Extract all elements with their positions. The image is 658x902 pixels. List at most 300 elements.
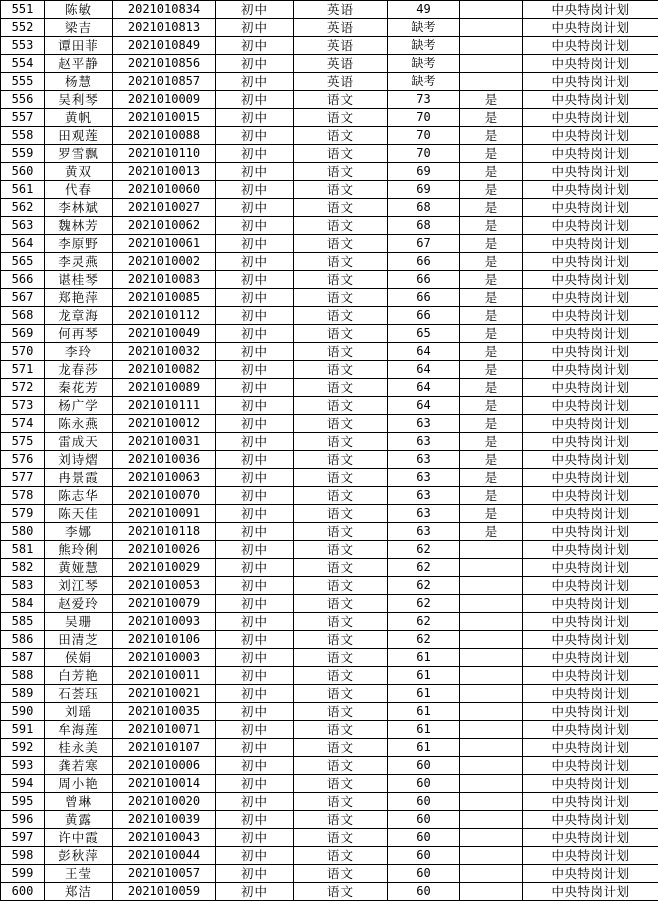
qualified-mark-cell: 是 — [460, 433, 523, 451]
score-cell: 缺考 — [388, 55, 460, 73]
school-level-cell: 初中 — [216, 1, 294, 19]
exam-id-cell: 2021010083 — [113, 271, 216, 289]
exam-id-cell: 2021010813 — [113, 19, 216, 37]
subject-cell: 英语 — [294, 19, 388, 37]
subject-cell: 语文 — [294, 271, 388, 289]
row-number-cell: 572 — [1, 379, 45, 397]
row-number-cell: 598 — [1, 847, 45, 865]
recruitment-plan-cell: 中央特岗计划 — [523, 325, 658, 343]
school-level-cell: 初中 — [216, 55, 294, 73]
subject-cell: 语文 — [294, 811, 388, 829]
qualified-mark-cell: 是 — [460, 145, 523, 163]
school-level-cell: 初中 — [216, 163, 294, 181]
qualified-mark-cell: 是 — [460, 271, 523, 289]
qualified-mark-cell: 是 — [460, 91, 523, 109]
table-body — [1, 1, 658, 901]
subject-cell: 语文 — [294, 361, 388, 379]
score-cell: 70 — [388, 145, 460, 163]
qualified-mark-cell — [460, 595, 523, 613]
recruitment-plan-cell: 中央特岗计划 — [523, 523, 658, 541]
candidate-name-cell: 刘江琴 — [45, 577, 113, 595]
school-level-cell: 初中 — [216, 775, 294, 793]
exam-id-cell: 2021010857 — [113, 73, 216, 91]
recruitment-plan-cell: 中央特岗计划 — [523, 685, 658, 703]
recruitment-plan-cell: 中央特岗计划 — [523, 721, 658, 739]
row-number-cell: 588 — [1, 667, 45, 685]
qualified-mark-cell: 是 — [460, 379, 523, 397]
recruitment-plan-cell: 中央特岗计划 — [523, 487, 658, 505]
table-row — [1, 811, 658, 829]
table-row — [1, 91, 658, 109]
table-row — [1, 649, 658, 667]
exam-id-cell: 2021010061 — [113, 235, 216, 253]
school-level-cell: 初中 — [216, 109, 294, 127]
table-row — [1, 343, 658, 361]
recruitment-plan-cell: 中央特岗计划 — [523, 811, 658, 829]
score-cell: 61 — [388, 649, 460, 667]
row-number-cell: 575 — [1, 433, 45, 451]
school-level-cell: 初中 — [216, 271, 294, 289]
score-cell: 60 — [388, 883, 460, 901]
candidate-name-cell: 陈志华 — [45, 487, 113, 505]
exam-id-cell: 2021010021 — [113, 685, 216, 703]
subject-cell: 语文 — [294, 163, 388, 181]
school-level-cell: 初中 — [216, 289, 294, 307]
qualified-mark-cell: 是 — [460, 469, 523, 487]
score-cell: 63 — [388, 451, 460, 469]
recruitment-plan-cell: 中央特岗计划 — [523, 163, 658, 181]
exam-id-cell: 2021010002 — [113, 253, 216, 271]
row-number-cell: 561 — [1, 181, 45, 199]
school-level-cell: 初中 — [216, 649, 294, 667]
exam-id-cell: 2021010036 — [113, 451, 216, 469]
recruitment-plan-cell: 中央特岗计划 — [523, 775, 658, 793]
recruitment-plan-cell: 中央特岗计划 — [523, 37, 658, 55]
school-level-cell: 初中 — [216, 541, 294, 559]
qualified-mark-cell — [460, 811, 523, 829]
row-number-cell: 593 — [1, 757, 45, 775]
subject-cell: 语文 — [294, 415, 388, 433]
score-cell: 67 — [388, 235, 460, 253]
table-row — [1, 1, 658, 19]
row-number-cell: 557 — [1, 109, 45, 127]
candidate-name-cell: 谌桂琴 — [45, 271, 113, 289]
recruitment-plan-cell: 中央特岗计划 — [523, 379, 658, 397]
school-level-cell: 初中 — [216, 145, 294, 163]
subject-cell: 语文 — [294, 379, 388, 397]
recruitment-plan-cell: 中央特岗计划 — [523, 109, 658, 127]
row-number-cell: 554 — [1, 55, 45, 73]
table-row — [1, 595, 658, 613]
exam-id-cell: 2021010070 — [113, 487, 216, 505]
school-level-cell: 初中 — [216, 379, 294, 397]
exam-id-cell: 2021010020 — [113, 793, 216, 811]
row-number-cell: 592 — [1, 739, 45, 757]
score-cell: 60 — [388, 847, 460, 865]
table-row — [1, 451, 658, 469]
table-row — [1, 703, 658, 721]
subject-cell: 语文 — [294, 721, 388, 739]
row-number-cell: 597 — [1, 829, 45, 847]
row-number-cell: 594 — [1, 775, 45, 793]
recruitment-plan-cell: 中央特岗计划 — [523, 577, 658, 595]
recruitment-plan-cell: 中央特岗计划 — [523, 1, 658, 19]
qualified-mark-cell — [460, 73, 523, 91]
school-level-cell: 初中 — [216, 559, 294, 577]
qualified-mark-cell — [460, 883, 523, 901]
subject-cell: 语文 — [294, 793, 388, 811]
exam-id-cell: 2021010031 — [113, 433, 216, 451]
candidate-name-cell: 郑艳萍 — [45, 289, 113, 307]
candidate-name-cell: 陈敏 — [45, 1, 113, 19]
exam-id-cell: 2021010003 — [113, 649, 216, 667]
qualified-mark-cell — [460, 829, 523, 847]
qualified-mark-cell — [460, 613, 523, 631]
subject-cell: 语文 — [294, 739, 388, 757]
exam-id-cell: 2021010057 — [113, 865, 216, 883]
score-cell: 61 — [388, 703, 460, 721]
school-level-cell: 初中 — [216, 721, 294, 739]
school-level-cell: 初中 — [216, 235, 294, 253]
qualified-mark-cell: 是 — [460, 163, 523, 181]
subject-cell: 语文 — [294, 325, 388, 343]
score-cell: 66 — [388, 307, 460, 325]
score-cell: 66 — [388, 253, 460, 271]
exam-id-cell: 2021010088 — [113, 127, 216, 145]
table-row — [1, 325, 658, 343]
recruitment-plan-cell: 中央特岗计划 — [523, 361, 658, 379]
exam-id-cell: 2021010011 — [113, 667, 216, 685]
subject-cell: 语文 — [294, 109, 388, 127]
subject-cell: 语文 — [294, 541, 388, 559]
school-level-cell: 初中 — [216, 757, 294, 775]
qualified-mark-cell — [460, 559, 523, 577]
subject-cell: 语文 — [294, 181, 388, 199]
candidate-name-cell: 黄娅慧 — [45, 559, 113, 577]
table-row — [1, 217, 658, 235]
qualified-mark-cell: 是 — [460, 505, 523, 523]
qualified-mark-cell: 是 — [460, 451, 523, 469]
score-cell: 62 — [388, 541, 460, 559]
subject-cell: 语文 — [294, 613, 388, 631]
recruitment-plan-cell: 中央特岗计划 — [523, 235, 658, 253]
qualified-mark-cell — [460, 55, 523, 73]
recruitment-plan-cell: 中央特岗计划 — [523, 343, 658, 361]
exam-id-cell: 2021010043 — [113, 829, 216, 847]
school-level-cell: 初中 — [216, 451, 294, 469]
school-level-cell: 初中 — [216, 487, 294, 505]
school-level-cell: 初中 — [216, 307, 294, 325]
recruitment-plan-cell: 中央特岗计划 — [523, 307, 658, 325]
school-level-cell: 初中 — [216, 127, 294, 145]
exam-id-cell: 2021010118 — [113, 523, 216, 541]
score-cell: 63 — [388, 523, 460, 541]
subject-cell: 语文 — [294, 253, 388, 271]
row-number-cell: 582 — [1, 559, 45, 577]
table-row — [1, 667, 658, 685]
qualified-mark-cell: 是 — [460, 109, 523, 127]
school-level-cell: 初中 — [216, 829, 294, 847]
score-cell: 63 — [388, 505, 460, 523]
subject-cell: 语文 — [294, 307, 388, 325]
candidate-name-cell: 魏林芳 — [45, 217, 113, 235]
school-level-cell: 初中 — [216, 865, 294, 883]
school-level-cell: 初中 — [216, 883, 294, 901]
row-number-cell: 590 — [1, 703, 45, 721]
school-level-cell: 初中 — [216, 631, 294, 649]
school-level-cell: 初中 — [216, 793, 294, 811]
recruitment-plan-cell: 中央特岗计划 — [523, 829, 658, 847]
school-level-cell: 初中 — [216, 523, 294, 541]
exam-id-cell: 2021010856 — [113, 55, 216, 73]
candidate-name-cell: 田观莲 — [45, 127, 113, 145]
exam-id-cell: 2021010082 — [113, 361, 216, 379]
qualified-mark-cell — [460, 865, 523, 883]
subject-cell: 英语 — [294, 1, 388, 19]
school-level-cell: 初中 — [216, 415, 294, 433]
score-cell: 68 — [388, 199, 460, 217]
exam-id-cell: 2021010012 — [113, 415, 216, 433]
school-level-cell: 初中 — [216, 505, 294, 523]
table-row — [1, 523, 658, 541]
score-cell: 61 — [388, 685, 460, 703]
recruitment-plan-cell: 中央特岗计划 — [523, 865, 658, 883]
row-number-cell: 562 — [1, 199, 45, 217]
exam-id-cell: 2021010053 — [113, 577, 216, 595]
score-cell: 73 — [388, 91, 460, 109]
subject-cell: 语文 — [294, 199, 388, 217]
row-number-cell: 591 — [1, 721, 45, 739]
recruitment-plan-cell: 中央特岗计划 — [523, 469, 658, 487]
school-level-cell: 初中 — [216, 397, 294, 415]
recruitment-plan-cell: 中央特岗计划 — [523, 253, 658, 271]
qualified-mark-cell: 是 — [460, 307, 523, 325]
qualified-mark-cell: 是 — [460, 127, 523, 145]
row-number-cell: 555 — [1, 73, 45, 91]
score-cell: 70 — [388, 127, 460, 145]
exam-id-cell: 2021010071 — [113, 721, 216, 739]
table-row — [1, 109, 658, 127]
candidate-name-cell: 周小艳 — [45, 775, 113, 793]
table-row — [1, 721, 658, 739]
school-level-cell: 初中 — [216, 361, 294, 379]
score-cell: 64 — [388, 361, 460, 379]
recruitment-plan-cell: 中央特岗计划 — [523, 73, 658, 91]
qualified-mark-cell — [460, 685, 523, 703]
qualified-mark-cell: 是 — [460, 361, 523, 379]
school-level-cell: 初中 — [216, 19, 294, 37]
row-number-cell: 596 — [1, 811, 45, 829]
qualified-mark-cell — [460, 739, 523, 757]
candidate-name-cell: 牟海莲 — [45, 721, 113, 739]
school-level-cell: 初中 — [216, 739, 294, 757]
subject-cell: 语文 — [294, 235, 388, 253]
recruitment-plan-cell: 中央特岗计划 — [523, 595, 658, 613]
exam-id-cell: 2021010060 — [113, 181, 216, 199]
subject-cell: 语文 — [294, 127, 388, 145]
recruitment-plan-cell: 中央特岗计划 — [523, 19, 658, 37]
exam-id-cell: 2021010079 — [113, 595, 216, 613]
candidate-name-cell: 彭秋萍 — [45, 847, 113, 865]
exam-id-cell: 2021010015 — [113, 109, 216, 127]
candidate-name-cell: 李玲 — [45, 343, 113, 361]
recruitment-plan-cell: 中央特岗计划 — [523, 91, 658, 109]
candidate-name-cell: 代春 — [45, 181, 113, 199]
school-level-cell: 初中 — [216, 199, 294, 217]
candidate-name-cell: 黄双 — [45, 163, 113, 181]
subject-cell: 语文 — [294, 343, 388, 361]
row-number-cell: 576 — [1, 451, 45, 469]
school-level-cell: 初中 — [216, 811, 294, 829]
recruitment-plan-cell: 中央特岗计划 — [523, 631, 658, 649]
subject-cell: 语文 — [294, 433, 388, 451]
row-number-cell: 573 — [1, 397, 45, 415]
qualified-mark-cell: 是 — [460, 487, 523, 505]
row-number-cell: 565 — [1, 253, 45, 271]
score-cell: 62 — [388, 613, 460, 631]
subject-cell: 语文 — [294, 775, 388, 793]
row-number-cell: 574 — [1, 415, 45, 433]
school-level-cell: 初中 — [216, 181, 294, 199]
school-level-cell: 初中 — [216, 577, 294, 595]
row-number-cell: 568 — [1, 307, 45, 325]
table-row — [1, 739, 658, 757]
score-cell: 49 — [388, 1, 460, 19]
candidate-name-cell: 杨广学 — [45, 397, 113, 415]
exam-id-cell: 2021010035 — [113, 703, 216, 721]
score-cell: 61 — [388, 667, 460, 685]
table-row — [1, 883, 658, 901]
candidate-name-cell: 何再琴 — [45, 325, 113, 343]
candidate-name-cell: 田清芝 — [45, 631, 113, 649]
subject-cell: 语文 — [294, 667, 388, 685]
score-cell: 62 — [388, 559, 460, 577]
qualified-mark-cell: 是 — [460, 343, 523, 361]
candidate-name-cell: 黄帆 — [45, 109, 113, 127]
recruitment-plan-cell: 中央特岗计划 — [523, 145, 658, 163]
candidate-name-cell: 雷成天 — [45, 433, 113, 451]
subject-cell: 语文 — [294, 505, 388, 523]
recruitment-plan-cell: 中央特岗计划 — [523, 433, 658, 451]
qualified-mark-cell — [460, 631, 523, 649]
school-level-cell: 初中 — [216, 325, 294, 343]
recruitment-plan-cell: 中央特岗计划 — [523, 883, 658, 901]
candidate-name-cell: 郑洁 — [45, 883, 113, 901]
qualified-mark-cell: 是 — [460, 325, 523, 343]
candidate-name-cell: 吴利琴 — [45, 91, 113, 109]
subject-cell: 语文 — [294, 703, 388, 721]
row-number-cell: 599 — [1, 865, 45, 883]
qualified-mark-cell — [460, 793, 523, 811]
row-number-cell: 579 — [1, 505, 45, 523]
qualified-mark-cell: 是 — [460, 235, 523, 253]
subject-cell: 语文 — [294, 397, 388, 415]
subject-cell: 语文 — [294, 577, 388, 595]
candidate-name-cell: 刘瑶 — [45, 703, 113, 721]
row-number-cell: 560 — [1, 163, 45, 181]
exam-id-cell: 2021010062 — [113, 217, 216, 235]
qualified-mark-cell — [460, 775, 523, 793]
table-row — [1, 757, 658, 775]
exam-id-cell: 2021010091 — [113, 505, 216, 523]
table-row — [1, 685, 658, 703]
qualified-mark-cell — [460, 19, 523, 37]
table-row — [1, 847, 658, 865]
qualified-mark-cell — [460, 37, 523, 55]
row-number-cell: 585 — [1, 613, 45, 631]
row-number-cell: 589 — [1, 685, 45, 703]
qualified-mark-cell — [460, 1, 523, 19]
subject-cell: 语文 — [294, 883, 388, 901]
score-cell: 66 — [388, 289, 460, 307]
row-number-cell: 566 — [1, 271, 45, 289]
table-row — [1, 271, 658, 289]
exam-id-cell: 2021010110 — [113, 145, 216, 163]
candidate-name-cell: 龙春莎 — [45, 361, 113, 379]
candidate-name-cell: 罗雪飘 — [45, 145, 113, 163]
qualified-mark-cell: 是 — [460, 415, 523, 433]
school-level-cell: 初中 — [216, 433, 294, 451]
exam-id-cell: 2021010049 — [113, 325, 216, 343]
score-cell: 60 — [388, 793, 460, 811]
candidate-name-cell: 侯娟 — [45, 649, 113, 667]
recruitment-plan-cell: 中央特岗计划 — [523, 613, 658, 631]
recruitment-plan-cell: 中央特岗计划 — [523, 451, 658, 469]
row-number-cell: 569 — [1, 325, 45, 343]
score-cell: 缺考 — [388, 37, 460, 55]
subject-cell: 语文 — [294, 559, 388, 577]
recruitment-plan-cell: 中央特岗计划 — [523, 667, 658, 685]
qualified-mark-cell — [460, 577, 523, 595]
table-row — [1, 73, 658, 91]
row-number-cell: 558 — [1, 127, 45, 145]
subject-cell: 语文 — [294, 217, 388, 235]
candidate-name-cell: 李灵燕 — [45, 253, 113, 271]
table-row — [1, 559, 658, 577]
table-row — [1, 433, 658, 451]
subject-cell: 语文 — [294, 487, 388, 505]
score-cell: 63 — [388, 415, 460, 433]
candidate-name-cell: 吴珊 — [45, 613, 113, 631]
table-row — [1, 829, 658, 847]
qualified-mark-cell — [460, 667, 523, 685]
candidate-name-cell: 冉景霞 — [45, 469, 113, 487]
table-row — [1, 307, 658, 325]
candidate-name-cell: 王莹 — [45, 865, 113, 883]
row-number-cell: 559 — [1, 145, 45, 163]
table-row — [1, 865, 658, 883]
row-number-cell: 600 — [1, 883, 45, 901]
candidate-name-cell: 陈天佳 — [45, 505, 113, 523]
row-number-cell: 567 — [1, 289, 45, 307]
recruitment-plan-cell: 中央特岗计划 — [523, 181, 658, 199]
table-row — [1, 127, 658, 145]
school-level-cell: 初中 — [216, 667, 294, 685]
exam-id-cell: 2021010059 — [113, 883, 216, 901]
subject-cell: 语文 — [294, 757, 388, 775]
school-level-cell: 初中 — [216, 469, 294, 487]
exam-id-cell: 2021010085 — [113, 289, 216, 307]
row-number-cell: 578 — [1, 487, 45, 505]
row-number-cell: 564 — [1, 235, 45, 253]
school-level-cell: 初中 — [216, 37, 294, 55]
score-cell: 缺考 — [388, 73, 460, 91]
exam-id-cell: 2021010013 — [113, 163, 216, 181]
table-row — [1, 775, 658, 793]
candidate-name-cell: 石荟珏 — [45, 685, 113, 703]
row-number-cell: 571 — [1, 361, 45, 379]
candidate-name-cell: 秦花芳 — [45, 379, 113, 397]
